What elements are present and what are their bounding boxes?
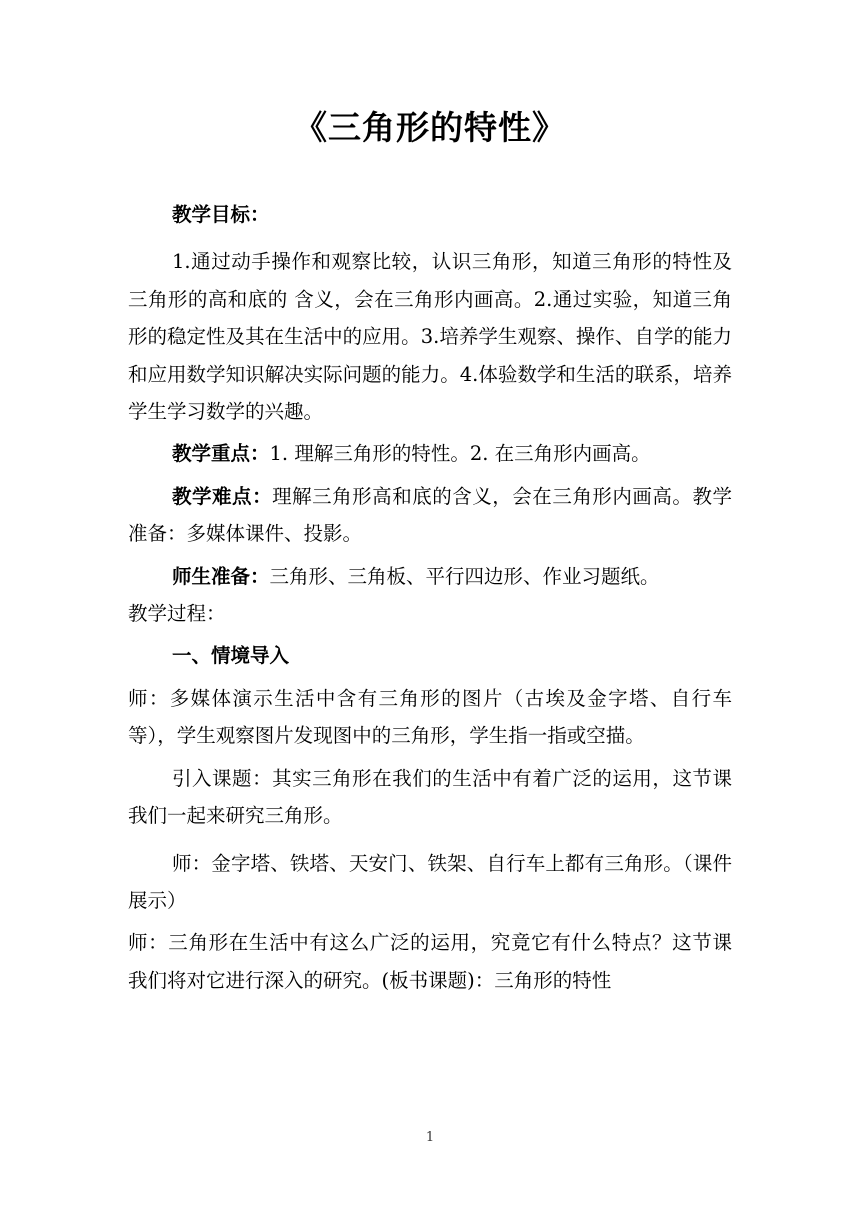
preparation-text: 教学准备：多媒体课件、投影。 — [128, 484, 732, 546]
objectives-heading — [128, 196, 732, 233]
section1-heading — [128, 637, 732, 674]
section1-paragraph-4: 师：三角形在生活中有这么广泛的运用，究竟它有什么特点？这节课我们将对它进行深入的研究。(板书课题)：三角形的特性 — [128, 931, 732, 992]
key-points-paragraph — [128, 435, 732, 472]
page-number: 1 — [425, 1130, 435, 1145]
process-heading: 教学过程： — [128, 602, 226, 626]
section1-heading-text: 一、情境导入 — [172, 644, 290, 668]
difficulties-label: 教学难点： — [172, 484, 273, 508]
objectives-heading-text: 教学目标： — [172, 203, 270, 226]
document-body — [128, 196, 732, 999]
document-title: 《三角形的特性》 — [294, 108, 566, 147]
difficulties-text: 理解三角形高和底的含义，会在三角形内画高。 — [272, 484, 693, 508]
objectives-paragraph: 1.通过动手操作和观察比较，认识三角形，知道三角形的特性及三角形的高和底的 含义，会在三角形内画高。2.通过实验，知道三角形的稳定性及其在生活中的应用。3.培养学生观察、操作、自学的能力和应用数学知识解决实际问题的能力。4.体验数学和生活的联系，培养学生学习数学的兴趣。 — [128, 250, 732, 424]
section1-paragraph-1: 师：多媒体演示生活中含有三角形的图片（古埃及金字塔、自行车等），学生观察图片发现图中的三角形，学生指一指或空描。 — [128, 686, 732, 748]
teacher-student-prep-text: 三角形、三角板、平行四边形、作业习题纸。 — [269, 564, 660, 588]
difficulties-paragraph — [128, 478, 732, 553]
section1-paragraph-2: 引入课题：其实三角形在我们的生活中有着广泛的运用，这节课我们一起来研究三角形。 — [128, 766, 732, 828]
section1-paragraph-3: 师：金字塔、铁塔、天安门、铁架、自行车上都有三角形。（课件展示） — [128, 851, 732, 912]
key-points-label: 教学重点： — [172, 442, 270, 466]
teacher-student-prep-paragraph — [128, 558, 732, 595]
key-points-text: 1. 理解三角形的特性。2. 在三角形内画高。 — [269, 442, 651, 466]
teacher-student-prep-label: 师生准备： — [172, 564, 270, 588]
